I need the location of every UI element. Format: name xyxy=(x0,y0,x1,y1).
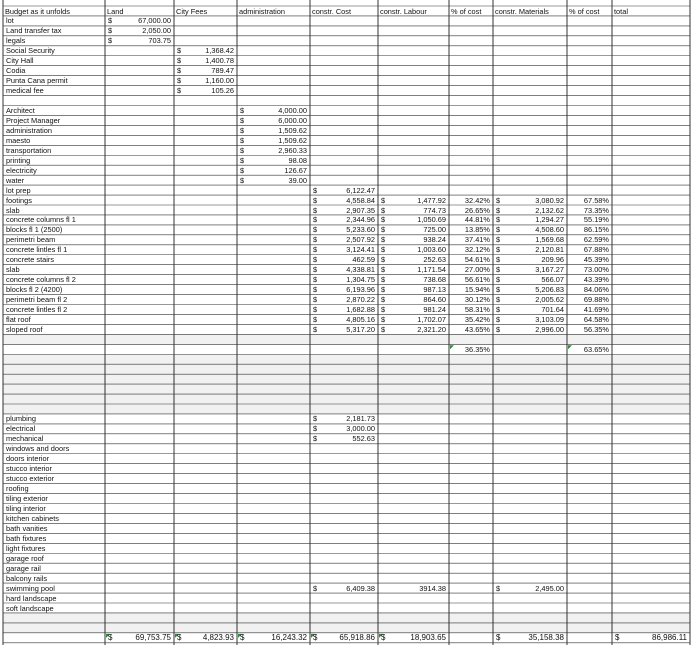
percent-cell[interactable]: 64.58% xyxy=(583,314,609,324)
currency-symbol[interactable]: $ xyxy=(381,275,386,285)
currency-symbol[interactable]: $ xyxy=(313,275,318,285)
row-label[interactable]: legals xyxy=(6,36,26,46)
row-label[interactable]: blocks fl 2 (4200) xyxy=(6,285,63,295)
currency-symbol[interactable]: $ xyxy=(240,106,245,115)
currency-symbol[interactable]: $ xyxy=(313,295,318,305)
amount-cell[interactable]: 1,509.62 xyxy=(278,135,307,145)
row-label[interactable]: garage rail xyxy=(6,563,41,573)
row-label[interactable]: perimetri beam xyxy=(6,235,56,245)
shaded-row-band xyxy=(3,394,690,404)
column-header[interactable]: City Fees xyxy=(176,6,208,16)
amount-cell[interactable]: 86,986.11 xyxy=(652,633,687,643)
amount-cell[interactable]: 552.63 xyxy=(352,434,375,444)
amount-cell[interactable]: 2,132.62 xyxy=(535,205,564,215)
row-label[interactable]: Punta Cana permit xyxy=(6,76,68,86)
amount-cell[interactable]: 3,080.92 xyxy=(535,195,564,205)
currency-symbol[interactable]: $ xyxy=(313,265,318,275)
row-label[interactable]: concrete lintles fl 2 xyxy=(6,305,68,314)
currency-symbol[interactable]: $ xyxy=(381,324,386,334)
amount-cell[interactable]: 3,000.00 xyxy=(346,424,375,434)
currency-symbol[interactable]: $ xyxy=(177,46,182,56)
amount-cell[interactable]: 4,558.84 xyxy=(346,195,375,205)
currency-symbol[interactable]: $ xyxy=(177,76,182,86)
row-label[interactable]: hard landscape xyxy=(6,593,57,603)
amount-cell[interactable]: 4,508.60 xyxy=(535,225,564,235)
amount-cell[interactable]: 987.13 xyxy=(423,285,446,295)
row-label[interactable]: roofing xyxy=(6,484,29,494)
percent-cell[interactable]: 35.42% xyxy=(464,314,490,324)
amount-cell[interactable]: 701.64 xyxy=(541,305,564,314)
currency-symbol[interactable]: $ xyxy=(313,633,318,643)
amount-cell[interactable]: 2,996.00 xyxy=(535,324,564,334)
column-header[interactable]: constr. Labour xyxy=(380,6,427,16)
column-header[interactable]: constr. Materials xyxy=(495,6,549,16)
amount-cell[interactable]: 6,122.47 xyxy=(346,185,375,195)
currency-symbol[interactable]: $ xyxy=(381,195,386,205)
row-label[interactable]: kitchen cabinets xyxy=(6,513,59,523)
currency-symbol[interactable]: $ xyxy=(381,225,386,235)
currency-symbol[interactable]: $ xyxy=(313,185,318,195)
amount-cell[interactable]: 566.07 xyxy=(541,275,564,285)
amount-cell[interactable]: 2,181.73 xyxy=(346,414,375,424)
shaded-row-band xyxy=(3,613,690,623)
column-header[interactable]: % of cost xyxy=(569,6,600,16)
row-label[interactable]: mechanical xyxy=(6,434,44,444)
amount-cell[interactable]: 725.00 xyxy=(423,225,446,235)
shaded-row-band xyxy=(3,354,690,364)
row-label[interactable]: electrical xyxy=(6,424,36,434)
shaded-row-band xyxy=(3,384,690,394)
amount-cell[interactable]: 18,903.65 xyxy=(410,633,446,643)
row-label[interactable]: light fixtures xyxy=(6,543,46,553)
row-label[interactable]: stucco interior xyxy=(6,464,53,474)
percent-cell[interactable]: 41.69% xyxy=(583,305,609,314)
column-header[interactable]: administration xyxy=(239,6,286,16)
row-label[interactable]: windows and doors xyxy=(6,444,70,454)
percent-cell[interactable]: 43.65% xyxy=(464,324,490,334)
amount-cell[interactable]: 65,918.86 xyxy=(339,633,375,643)
amount-cell[interactable]: 2,120.81 xyxy=(535,245,564,255)
shaded-row-band xyxy=(3,364,690,374)
amount-cell[interactable]: 2,321.20 xyxy=(417,324,446,334)
row-label[interactable]: bath vanities xyxy=(6,523,48,533)
percent-cell[interactable]: 67.88% xyxy=(583,245,609,255)
amount-cell[interactable]: 2,344.96 xyxy=(346,215,375,225)
row-label[interactable]: Social Security xyxy=(6,46,55,56)
currency-symbol[interactable]: $ xyxy=(313,285,318,295)
shaded-row-band xyxy=(3,334,690,344)
currency-symbol[interactable]: $ xyxy=(313,225,318,235)
amount-cell[interactable]: 3,167.27 xyxy=(535,265,564,275)
row-label[interactable]: Architect xyxy=(6,106,35,115)
percent-cell[interactable]: 62.59% xyxy=(583,235,609,245)
row-label[interactable]: balcony rails xyxy=(6,573,48,583)
currency-symbol[interactable]: $ xyxy=(496,583,501,593)
row-label[interactable]: tiling exterior xyxy=(6,494,48,504)
row-label[interactable]: bath fixtures xyxy=(6,533,47,543)
amount-cell[interactable]: 209.96 xyxy=(541,255,564,265)
amount-cell[interactable]: 864.60 xyxy=(423,295,446,305)
currency-symbol[interactable]: $ xyxy=(240,165,245,175)
row-label[interactable]: concrete columns fl 2 xyxy=(6,275,76,285)
row-label[interactable]: transportation xyxy=(6,145,52,155)
percent-cell[interactable]: 73.00% xyxy=(583,265,609,275)
amount-cell[interactable]: 98.08 xyxy=(288,155,307,165)
percent-cell[interactable]: 27.00% xyxy=(464,265,490,275)
row-label[interactable]: Codia xyxy=(6,66,26,76)
currency-symbol[interactable]: $ xyxy=(313,305,318,314)
row-label[interactable]: concrete stairs xyxy=(6,255,55,265)
currency-symbol[interactable]: $ xyxy=(381,245,386,255)
row-label[interactable]: swimming pool xyxy=(6,583,55,593)
percent-cell[interactable]: 13.85% xyxy=(464,225,490,235)
currency-symbol[interactable]: $ xyxy=(108,633,113,643)
currency-symbol[interactable]: $ xyxy=(381,295,386,305)
amount-cell[interactable]: 3914.38 xyxy=(419,583,446,593)
row-label[interactable]: stucco exterior xyxy=(6,474,55,484)
currency-symbol[interactable]: $ xyxy=(240,145,245,155)
amount-cell[interactable]: 2,960.33 xyxy=(278,145,307,155)
shaded-row-band xyxy=(3,374,690,384)
currency-symbol[interactable]: $ xyxy=(240,115,245,125)
shaded-row-band xyxy=(3,404,690,414)
currency-symbol[interactable]: $ xyxy=(496,324,501,334)
amount-cell[interactable]: 1,050.69 xyxy=(417,215,446,225)
amount-cell[interactable]: 2,507.92 xyxy=(346,235,375,245)
amount-cell[interactable]: 5,206.83 xyxy=(535,285,564,295)
amount-cell[interactable]: 3,124.41 xyxy=(346,245,375,255)
row-label[interactable]: medical fee xyxy=(6,86,44,96)
currency-symbol[interactable]: $ xyxy=(496,245,501,255)
currency-symbol[interactable]: $ xyxy=(496,255,501,265)
amount-cell[interactable]: 6,409.38 xyxy=(346,583,375,593)
row-label[interactable]: lot xyxy=(6,16,14,26)
amount-cell[interactable]: 1,702.07 xyxy=(417,314,446,324)
currency-symbol[interactable]: $ xyxy=(313,324,318,334)
row-label[interactable]: City Hall xyxy=(6,56,34,66)
percent-cell[interactable]: 69.88% xyxy=(583,295,609,305)
percent-cell[interactable]: 45.39% xyxy=(583,255,609,265)
amount-cell[interactable]: 35,158.38 xyxy=(528,633,564,643)
amount-cell[interactable]: 2,907.35 xyxy=(346,205,375,215)
row-label[interactable]: lot prep xyxy=(6,185,31,195)
row-label[interactable]: perimetri beam fl 2 xyxy=(6,295,68,305)
amount-cell[interactable]: 67,000.00 xyxy=(138,16,171,26)
currency-symbol[interactable]: $ xyxy=(108,16,113,26)
amount-cell[interactable]: 774.73 xyxy=(423,205,446,215)
currency-symbol[interactable]: $ xyxy=(108,36,113,46)
percent-cell[interactable]: 30.12% xyxy=(464,295,490,305)
currency-symbol[interactable]: $ xyxy=(496,305,501,314)
amount-cell[interactable]: 1,477.92 xyxy=(417,195,446,205)
percent-cell[interactable]: 73.35% xyxy=(583,205,609,215)
currency-symbol[interactable]: $ xyxy=(496,195,501,205)
currency-symbol[interactable]: $ xyxy=(313,424,318,434)
shaded-row-band xyxy=(3,623,690,633)
currency-symbol[interactable]: $ xyxy=(313,215,318,225)
column-header[interactable]: total xyxy=(614,6,628,16)
amount-cell[interactable]: 703.75 xyxy=(148,36,171,46)
amount-cell[interactable]: 4,000.00 xyxy=(278,106,307,115)
currency-symbol[interactable]: $ xyxy=(381,205,386,215)
percent-cell[interactable]: 67.58% xyxy=(583,195,609,205)
amount-cell[interactable]: 5,233.60 xyxy=(346,225,375,235)
row-label[interactable]: flat roof xyxy=(6,314,31,324)
row-label[interactable]: Land transfer tax xyxy=(6,26,62,36)
amount-cell[interactable]: 1,294.27 xyxy=(535,215,564,225)
row-label[interactable]: slab xyxy=(6,265,20,275)
amount-cell[interactable]: 39.00 xyxy=(288,175,307,185)
percent-cell[interactable]: 26.65% xyxy=(464,205,490,215)
row-label[interactable]: footings xyxy=(6,195,32,205)
currency-symbol[interactable]: $ xyxy=(177,86,182,96)
currency-symbol[interactable]: $ xyxy=(496,633,501,643)
currency-symbol[interactable]: $ xyxy=(313,195,318,205)
percent-cell[interactable]: 32.42% xyxy=(464,195,490,205)
currency-symbol[interactable]: $ xyxy=(177,66,182,76)
percent-cell[interactable]: 58.31% xyxy=(464,305,490,314)
currency-symbol[interactable]: $ xyxy=(240,125,245,135)
row-label[interactable]: Project Manager xyxy=(6,115,61,125)
amount-cell[interactable]: 4,805.16 xyxy=(346,314,375,324)
percent-cell[interactable]: 43.39% xyxy=(583,275,609,285)
row-label[interactable]: electricity xyxy=(6,165,37,175)
column-header[interactable]: Land xyxy=(107,6,124,16)
percent-cell[interactable]: 37.41% xyxy=(464,235,490,245)
currency-symbol[interactable]: $ xyxy=(240,633,245,643)
currency-symbol[interactable]: $ xyxy=(240,175,245,185)
amount-cell[interactable]: 16,243.32 xyxy=(271,633,307,643)
currency-symbol[interactable]: $ xyxy=(240,155,245,165)
row-label[interactable]: doors interior xyxy=(6,454,50,464)
currency-symbol[interactable]: $ xyxy=(177,56,182,66)
row-label[interactable]: soft landscape xyxy=(6,603,54,613)
percent-cell[interactable]: 55.19% xyxy=(583,215,609,225)
row-label[interactable]: blocks fl 1 (2500) xyxy=(6,225,63,235)
amount-cell[interactable]: 1,171.54 xyxy=(417,265,446,275)
amount-cell[interactable]: 252.63 xyxy=(423,255,446,265)
currency-symbol[interactable]: $ xyxy=(496,295,501,305)
currency-symbol[interactable]: $ xyxy=(496,215,501,225)
percent-cell[interactable]: 36.35% xyxy=(464,344,490,354)
currency-symbol[interactable]: $ xyxy=(313,245,318,255)
currency-symbol[interactable]: $ xyxy=(240,135,245,145)
currency-symbol[interactable]: $ xyxy=(313,414,318,424)
row-label[interactable]: sloped roof xyxy=(6,324,43,334)
currency-symbol[interactable]: $ xyxy=(381,265,386,275)
amount-cell[interactable]: 105.26 xyxy=(211,86,234,96)
row-label[interactable]: tiling interior xyxy=(6,504,46,513)
amount-cell[interactable]: 1,003.60 xyxy=(417,245,446,255)
percent-cell[interactable]: 44.81% xyxy=(464,215,490,225)
currency-symbol[interactable]: $ xyxy=(313,205,318,215)
currency-symbol[interactable]: $ xyxy=(313,583,318,593)
amount-cell[interactable]: 2,870.22 xyxy=(346,295,375,305)
currency-symbol[interactable]: $ xyxy=(496,205,501,215)
column-header[interactable]: Budget as it unfolds xyxy=(5,6,70,16)
amount-cell[interactable]: 1,569.68 xyxy=(535,235,564,245)
amount-cell[interactable]: 6,000.00 xyxy=(278,115,307,125)
percent-cell[interactable]: 63.65% xyxy=(583,344,609,354)
row-label[interactable]: concrete lintles fl 1 xyxy=(6,245,68,255)
amount-cell[interactable]: 462.59 xyxy=(352,255,375,265)
currency-symbol[interactable]: $ xyxy=(381,314,386,324)
currency-symbol[interactable]: $ xyxy=(108,26,113,36)
currency-symbol[interactable]: $ xyxy=(496,225,501,235)
currency-symbol[interactable]: $ xyxy=(496,275,501,285)
currency-symbol[interactable]: $ xyxy=(496,285,501,295)
currency-symbol[interactable]: $ xyxy=(313,255,318,265)
amount-cell[interactable]: 1,304.75 xyxy=(346,275,375,285)
amount-cell[interactable]: 4,823.93 xyxy=(202,633,234,643)
amount-cell[interactable]: 2,050.00 xyxy=(142,26,171,36)
amount-cell[interactable]: 2,005.62 xyxy=(535,295,564,305)
amount-cell[interactable]: 3,103.09 xyxy=(535,314,564,324)
amount-cell[interactable]: 6,193.96 xyxy=(346,285,375,295)
percent-cell[interactable]: 15.94% xyxy=(464,285,490,295)
currency-symbol[interactable]: $ xyxy=(381,235,386,245)
row-label[interactable]: administration xyxy=(6,125,53,135)
currency-symbol[interactable]: $ xyxy=(313,434,318,444)
amount-cell[interactable]: 4,338.81 xyxy=(346,265,375,275)
amount-cell[interactable]: 5,317.20 xyxy=(346,324,375,334)
percent-cell[interactable]: 84.06% xyxy=(583,285,609,295)
amount-cell[interactable]: 789.47 xyxy=(211,66,234,76)
row-label[interactable]: printing xyxy=(6,155,31,165)
row-label[interactable]: slab xyxy=(6,205,20,215)
amount-cell[interactable]: 1,400.78 xyxy=(205,56,234,66)
row-label[interactable]: maesto xyxy=(6,135,31,145)
currency-symbol[interactable]: $ xyxy=(177,633,182,643)
amount-cell[interactable]: 126.67 xyxy=(284,165,307,175)
row-label[interactable]: garage roof xyxy=(6,553,44,563)
amount-cell[interactable]: 738.68 xyxy=(423,275,446,285)
amount-cell[interactable]: 1,368.42 xyxy=(205,46,234,56)
currency-symbol[interactable]: $ xyxy=(313,314,318,324)
row-label[interactable]: water xyxy=(6,175,25,185)
currency-symbol[interactable]: $ xyxy=(381,633,386,643)
amount-cell[interactable]: 938.24 xyxy=(423,235,446,245)
column-header[interactable]: constr. Cost xyxy=(312,6,352,16)
currency-symbol[interactable]: $ xyxy=(496,265,501,275)
row-label[interactable]: plumbing xyxy=(6,414,36,424)
currency-symbol[interactable]: $ xyxy=(496,235,501,245)
amount-cell[interactable]: 1,509.62 xyxy=(278,125,307,135)
percent-cell[interactable]: 32.12% xyxy=(464,245,490,255)
column-header[interactable]: % of cost xyxy=(451,6,482,16)
amount-cell[interactable]: 1,160.00 xyxy=(205,76,234,86)
percent-cell[interactable]: 86.15% xyxy=(583,225,609,235)
currency-symbol[interactable]: $ xyxy=(313,235,318,245)
currency-symbol[interactable]: $ xyxy=(381,305,386,314)
amount-cell[interactable]: 2,495.00 xyxy=(535,583,564,593)
row-label[interactable]: concrete columns fl 1 xyxy=(6,215,76,225)
amount-cell[interactable]: 1,682.88 xyxy=(346,305,375,314)
amount-cell[interactable]: 69,753.75 xyxy=(135,633,171,643)
percent-cell[interactable]: 54.61% xyxy=(464,255,490,265)
currency-symbol[interactable]: $ xyxy=(496,314,501,324)
currency-symbol[interactable]: $ xyxy=(381,255,386,265)
percent-cell[interactable]: 56.61% xyxy=(464,275,490,285)
currency-symbol[interactable]: $ xyxy=(381,215,386,225)
amount-cell[interactable]: 981.24 xyxy=(423,305,446,314)
currency-symbol[interactable]: $ xyxy=(615,633,620,643)
percent-cell[interactable]: 56.35% xyxy=(583,324,609,334)
currency-symbol[interactable]: $ xyxy=(381,285,386,295)
